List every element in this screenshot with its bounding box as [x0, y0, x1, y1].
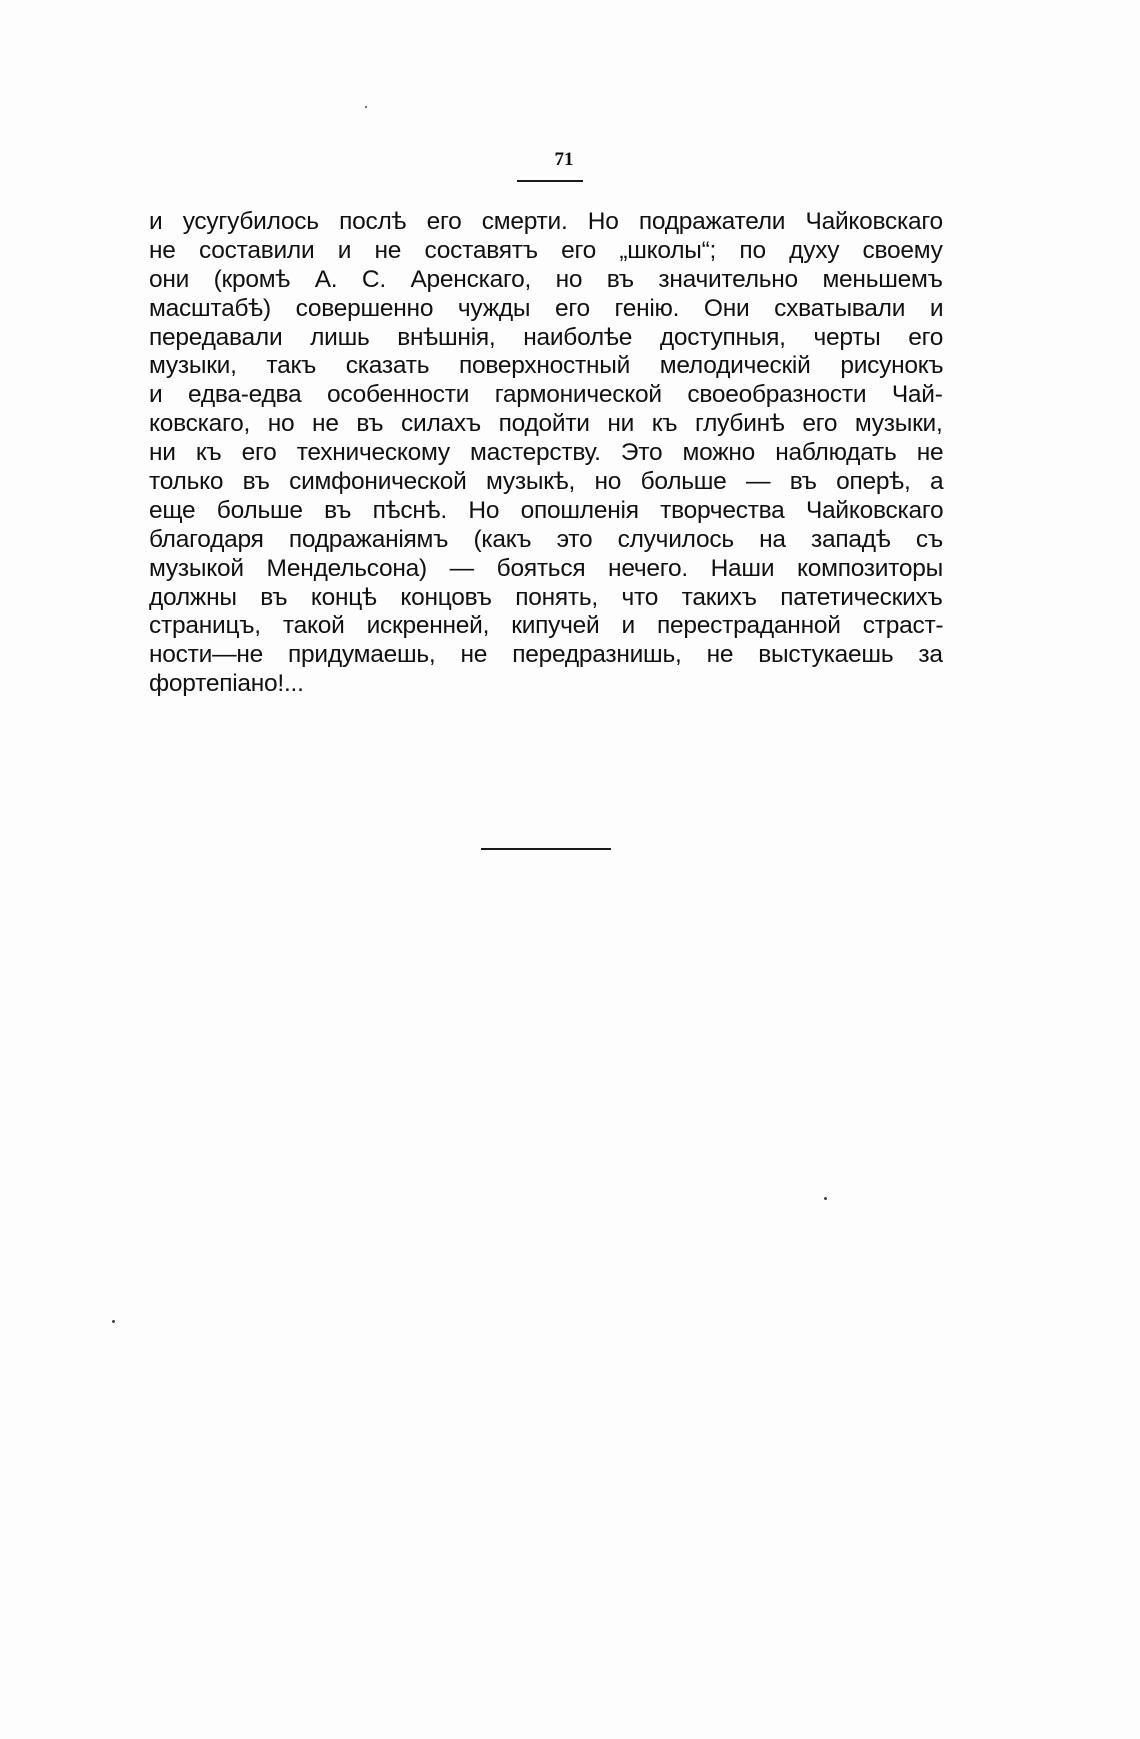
section-end-rule [481, 848, 611, 850]
text-line: музыкой Мендельсона) — бояться нечего. Наши композиторы [149, 554, 944, 582]
text-line: только въ симфонической музыкѣ, но больше — въ оперѣ, а [149, 468, 944, 496]
text-line: и едва-едва особенности гармонической своеобразности Чай- [149, 381, 943, 409]
text-line: передавали лишь внѣшнія, наиболѣе доступныя, черты его [149, 323, 944, 351]
text-line: и усугубилось послѣ его смерти. Но подражатели Чайковскаго [149, 208, 943, 235]
text-line-last: фортепіано!... [149, 670, 304, 698]
text-line: благодаря подражаніямъ (какъ это случилось на западѣ съ [149, 525, 943, 553]
text-line: еще больше въ пѣснѣ. Но опошленія творчества Чайковскаго [149, 496, 944, 524]
text-line: музыки, такъ сказать поверхностный мелодическій рисунокъ [149, 352, 944, 380]
text-line: ности—не придумаешь, не передразнишь, не выстукаешь за [149, 641, 943, 669]
text-line: должны въ концѣ концовъ понять, что такихъ патетическихъ [149, 583, 943, 611]
text-line: не составили и не составятъ его „школы“; по духу своему [149, 236, 943, 264]
text-line: ни къ его техническому мастерству. Это можно наблюдать не [149, 439, 944, 467]
body-text [149, 208, 943, 699]
text-line: ковскаго, но не въ силахъ подойти ни къ глубинѣ его музыки, [149, 410, 943, 438]
scan-speck [365, 106, 367, 108]
page-number: 71 [554, 149, 574, 170]
text-line: они (кромѣ А. С. Аренскаго, но въ значительно меньшемъ [149, 265, 943, 293]
page-number-container [0, 150, 1140, 176]
page-number-underline [517, 180, 583, 182]
scan-speck [824, 1197, 827, 1200]
scan-speck [112, 1320, 115, 1323]
text-line: масштабѣ) совершенно чужды его генію. Они схватывали и [149, 294, 944, 322]
text-line: страницъ, такой искренней, кипучей и перестраданной страст- [149, 612, 944, 640]
